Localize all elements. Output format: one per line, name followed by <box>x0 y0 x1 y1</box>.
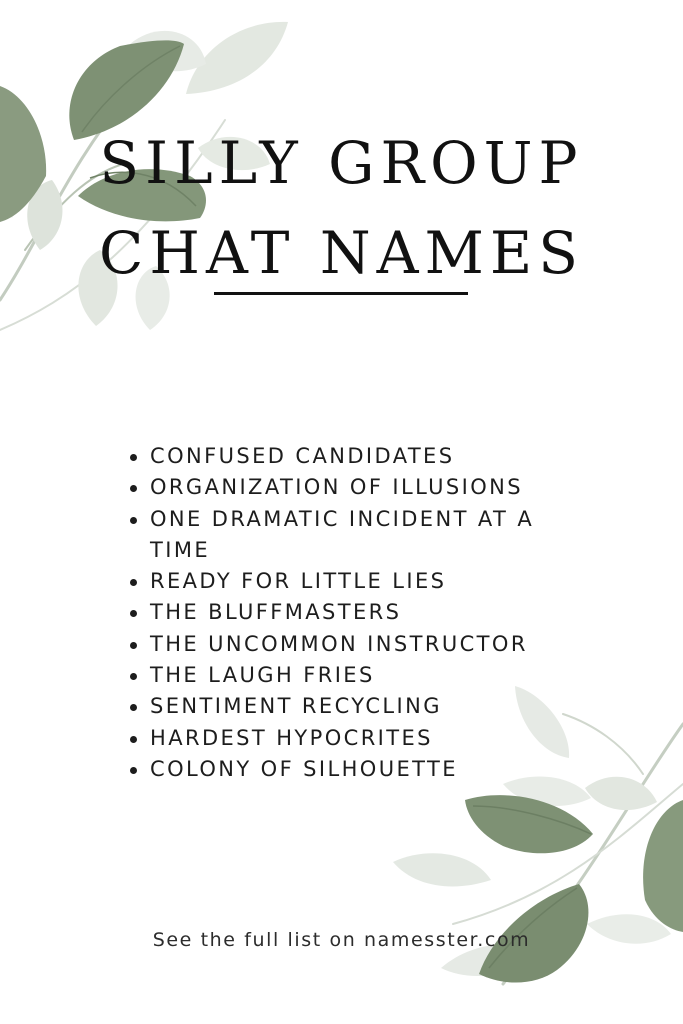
page-title <box>0 118 683 298</box>
page-title-line-2: CHAT NAMES <box>99 219 584 287</box>
page-title-line-1: SILLY GROUP <box>99 129 584 197</box>
list-item: CONFUSED CANDIDATES <box>150 441 590 472</box>
title-underline <box>214 292 468 295</box>
list-item: THE UNCOMMON INSTRUCTOR <box>150 629 590 660</box>
list-item: ORGANIZATION OF ILLUSIONS <box>150 472 590 503</box>
list-item: HARDEST HYPOCRITES <box>150 723 590 754</box>
list-item: THE LAUGH FRIES <box>150 660 590 691</box>
list-item: READY FOR LITTLE LIES <box>150 566 590 597</box>
chat-names-list <box>150 441 590 785</box>
list-item: THE BLUFFMASTERS <box>150 597 590 628</box>
list-item: ONE DRAMATIC INCIDENT AT A TIME <box>150 504 590 567</box>
list-item: SENTIMENT RECYCLING <box>150 691 590 722</box>
source-credit: See the full list on namesster.com <box>152 929 531 951</box>
list-item: COLONY OF SILHOUETTE <box>150 754 590 785</box>
